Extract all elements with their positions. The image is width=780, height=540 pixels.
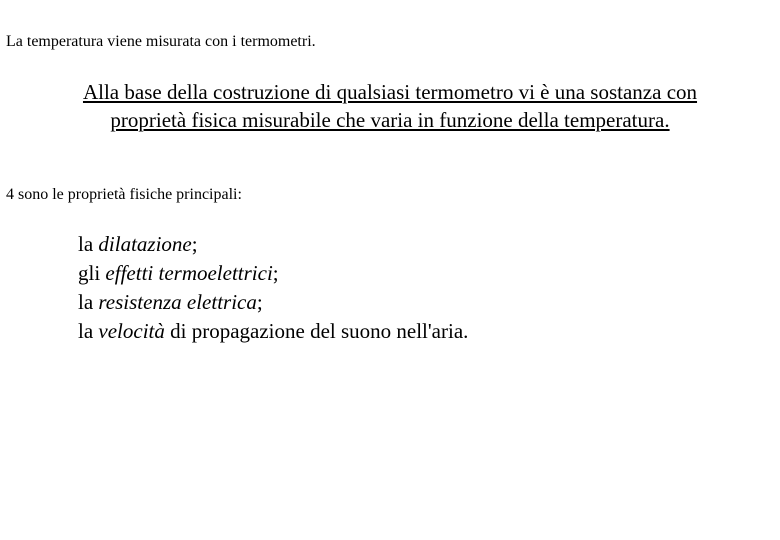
key-statement-line-2: proprietà fisica misurabile che varia in funzione della temperatura. xyxy=(110,108,670,132)
property-prefix: la xyxy=(78,232,99,256)
property-prefix: gli xyxy=(78,261,106,285)
property-suffix: ; xyxy=(272,261,279,285)
property-suffix: ; xyxy=(256,290,263,314)
property-term: dilatazione xyxy=(98,232,192,256)
key-statement-line-1: Alla base della costruzione di qualsiasi termometro vi è una sostanza con xyxy=(82,80,698,104)
property-suffix: di propagazione del suono nell'aria. xyxy=(164,319,469,343)
property-item-effetti-termoelettrici xyxy=(78,259,468,288)
property-term: velocità xyxy=(98,319,165,343)
property-term: effetti termoelettrici xyxy=(105,261,273,285)
properties-list xyxy=(78,230,468,346)
property-prefix: la xyxy=(78,290,99,314)
intro-text: La temperatura viene misurata con i termometri. xyxy=(6,33,316,50)
property-item-dilatazione xyxy=(78,230,468,259)
property-item-velocita xyxy=(78,317,468,346)
property-prefix: la xyxy=(78,319,99,343)
key-statement xyxy=(0,78,780,134)
property-suffix: ; xyxy=(191,232,198,256)
properties-heading: 4 sono le proprietà fisiche principali: xyxy=(6,186,242,203)
property-term: resistenza elettrica xyxy=(98,290,257,314)
property-item-resistenza-elettrica xyxy=(78,288,468,317)
